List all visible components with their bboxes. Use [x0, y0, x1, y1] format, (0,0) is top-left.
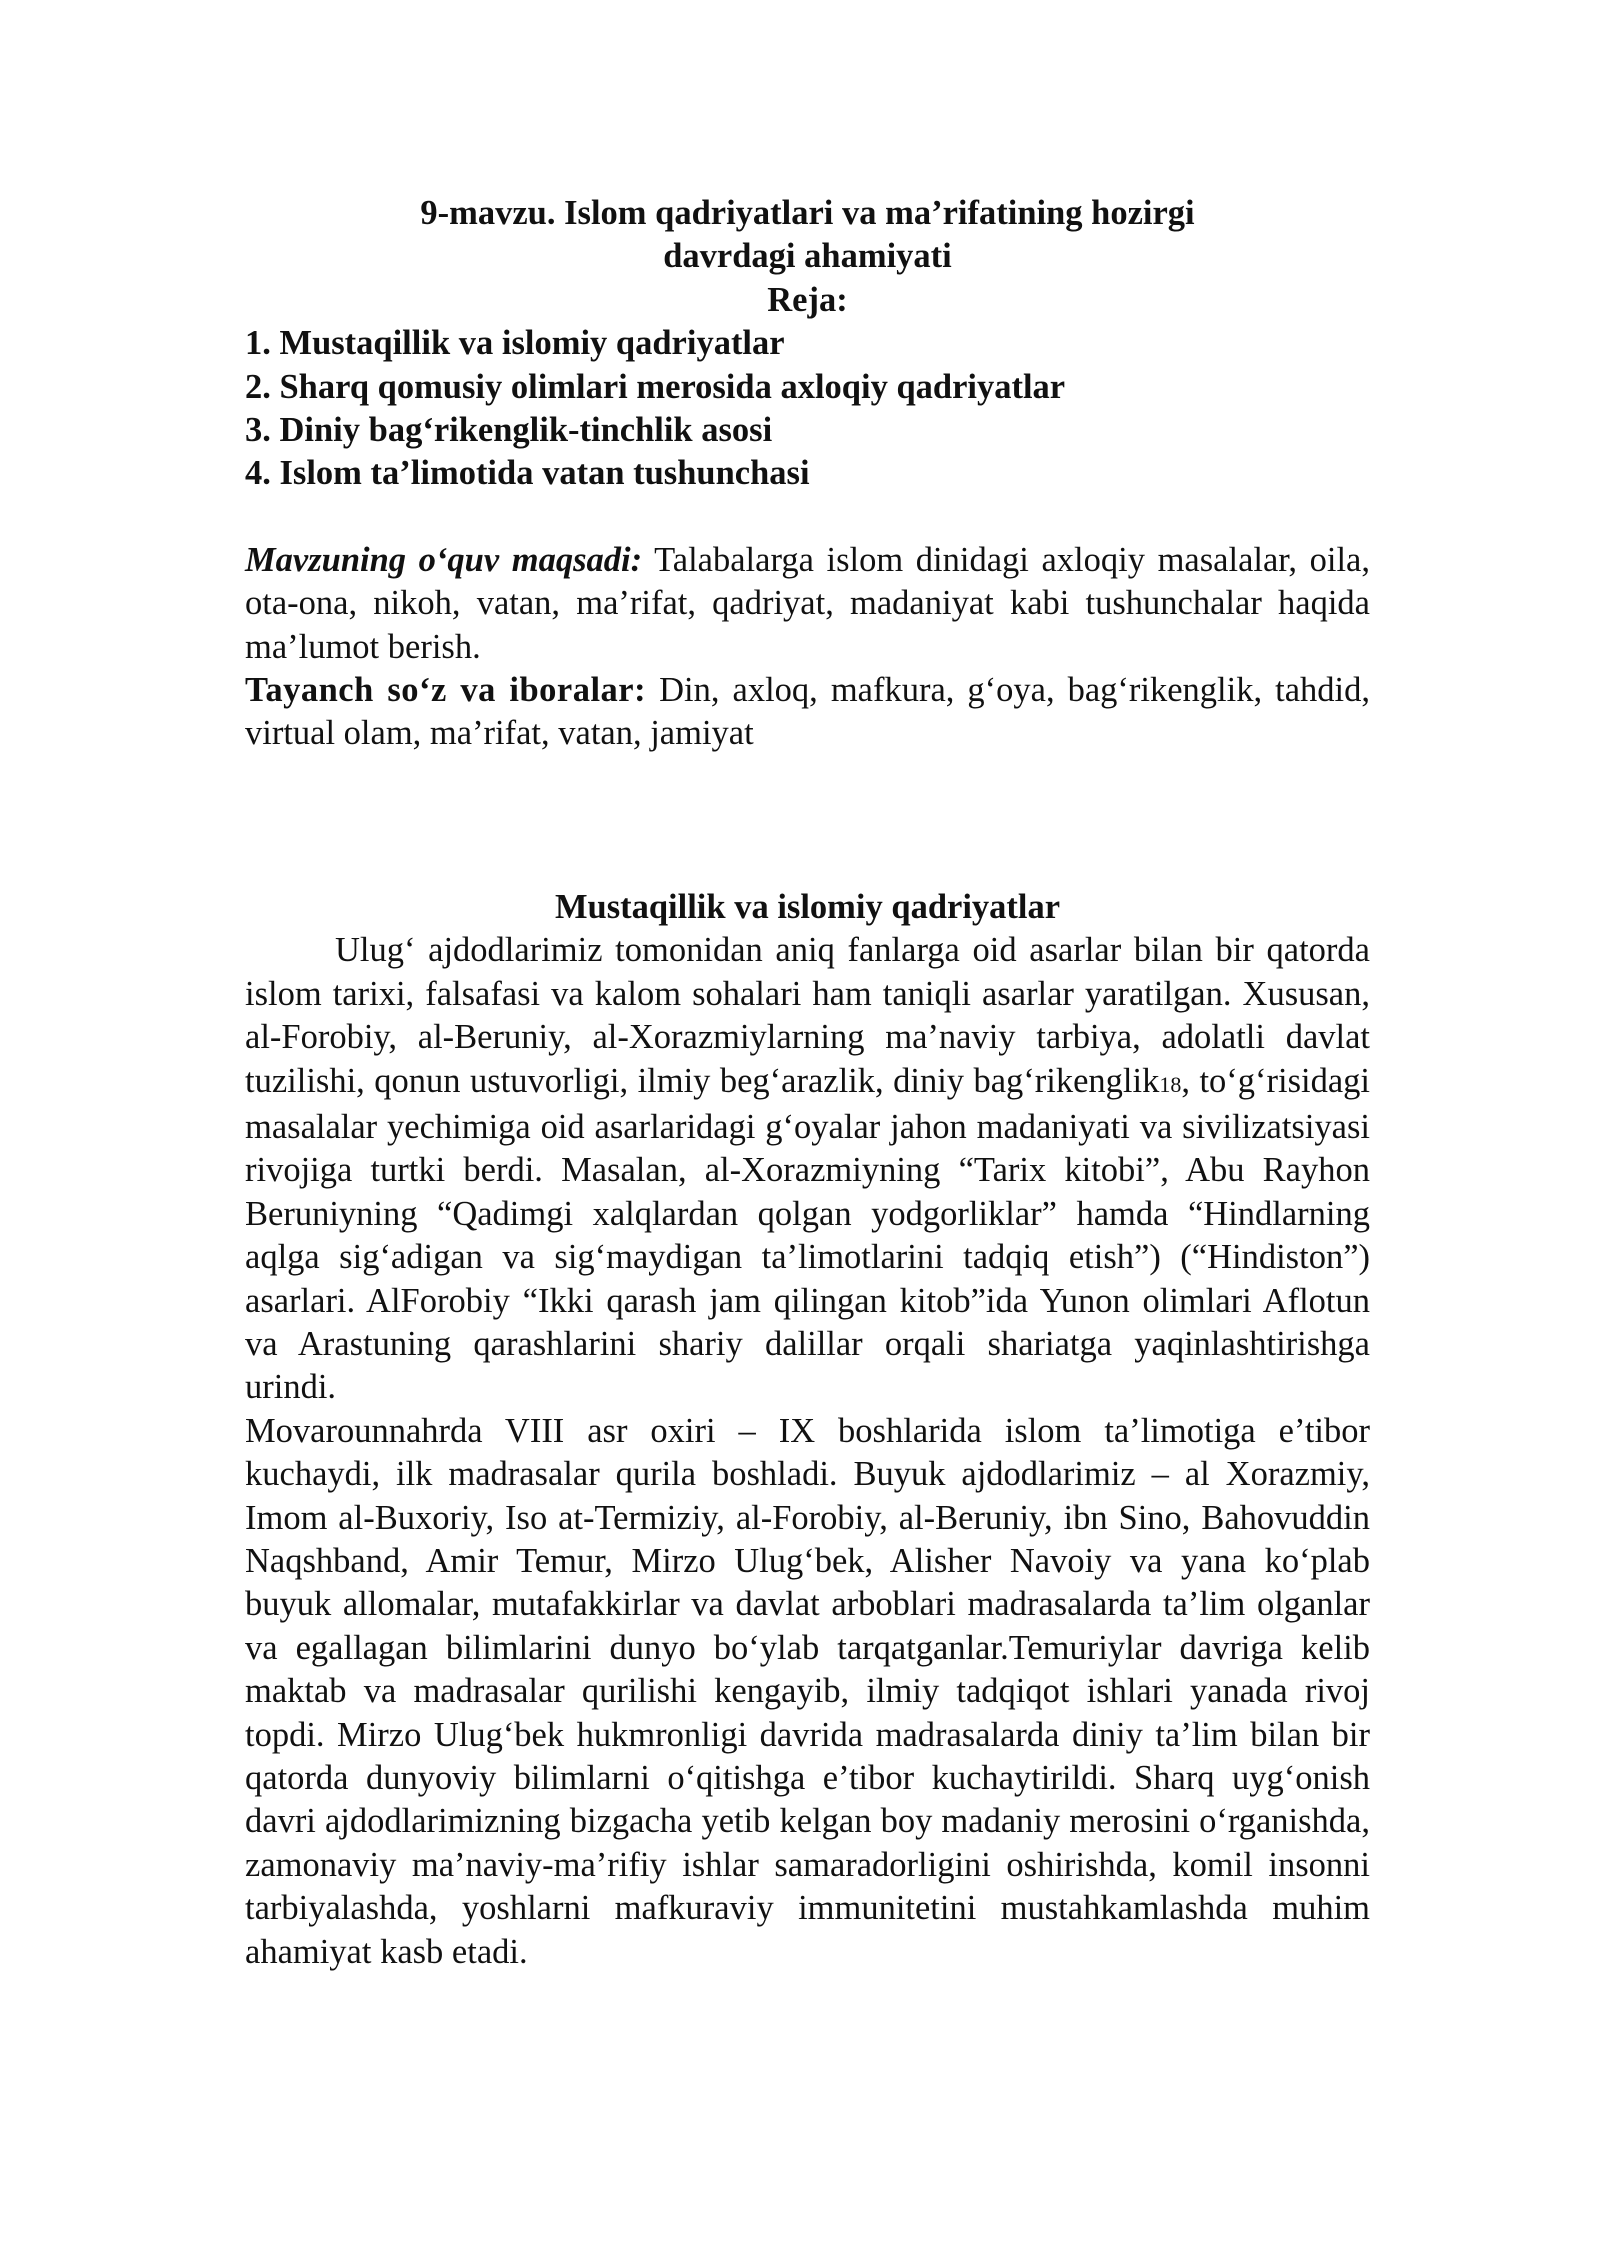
body-paragraph-2: Movarounnahrda VIII asr oxiri – IX boshlarida islom ta’limotiga e’tibor kuchaydi, ilk madrasalar qurila boshladi. Buyuk ajdodlarimiz – al Xorazmiy, Imom al-Buxoriy, Iso at-Termiziy, al-Forobiy, al-Beruniy, ibn Sino, Bahovuddin Naqshband, Amir Temur, Mirzo Ulug‘bek, Alisher Navoiy va yana ko‘plab buyuk allomalar, mutafakkirlar va davlat arboblari madrasalarda ta’lim olganlar va egallagan bilimlarini dunyo bo‘ylab tarqatganlar.Temuriylar davriga kelib maktab va madrasalar qurilishi kengayib, ilmiy tadqiqot ishlari yanada rivoj topdi. Mirzo Ulug‘bek hukmronligi davrida madrasalarda diniy ta’lim bilan bir qatorda dunyoviy bilimlarni o‘qitishga e’tibor kuchaytirildi. Sharq uyg‘onish davri ajdodlarimizning bizgacha yetib kelgan boy madaniy merosini o‘rganishda, zamonaviy ma’naviy-ma’rifiy ishlar samaradorligini oshirishda, komil insonni tarbiyalashda, yoshlarni mafkuraviy immunitetini mustahkamlashda muhim ahamiyat kasb etadi. — [245, 1411, 1370, 1971]
learning-goal-label: Mavzuning o‘quv maqsadi: — [245, 540, 643, 579]
keywords-label: Tayanch so‘z va iboralar: — [245, 671, 647, 710]
footnote-reference[interactable]: 18 — [1159, 1071, 1182, 1097]
learning-goal-paragraph — [245, 539, 1370, 669]
topic-title-line-2: davrdagi ahamiyati — [663, 237, 952, 276]
plan-item: 2. Sharq qomusiy olimlari merosida axloqiy qadriyatlar — [245, 367, 1066, 406]
keywords-text: Din, axloq, mafkura, g‘oya, bag‘rikenglik, tahdid, virtual olam, ma’rifat, vatan, jamiyat — [245, 671, 1370, 753]
topic-title-line-1: 9-mavzu. Islom qadriyatlari va ma’rifatining hozirgi — [420, 194, 1195, 232]
topic-title — [245, 192, 1370, 322]
learning-goal-text: Talabalarga islom dinidagi axloqiy masalalar, oila, ota-ona, nikoh, vatan, ma’rifat, qadriyat, madaniyat kabi tushunchalar haqida ma’lumot berish. — [245, 540, 1370, 666]
page-content — [245, 192, 1370, 1974]
keywords-paragraph — [245, 669, 1370, 756]
plan-item: 3. Diniy bag‘rikenglik-tinchlik asosi — [245, 411, 773, 450]
body-paragraph-1-text-b: , to‘g‘risidagi masalalar yechimiga oid asarlaridagi g‘oyalar jahon madaniyati va sivilizatsiyasi rivojiga turtki berdi. Masalan, al-Xorazmiyning “Tarix kitobi”, Abu Rayhon Beruniyning “Qadimgi xalqlardan qolgan yodgorliklar” hamda “Hindlarning aqlga sig‘adigan va sig‘maydigan ta’limotlarini tadqiq etish”) (“Hindiston”) asarlari. AlForobiy “Ikki qarash jam qilingan kitob”ida Yunon olimlari Aflotun va Arastuning qarashlarini shariy dalillar orqali shariatga yaqinlashtirishga urindi. — [245, 1061, 1370, 1407]
body-paragraph-1 — [245, 929, 1370, 1409]
section-title: Mustaqillik va islomiy qadriyatlar — [554, 887, 1061, 926]
plan-list — [245, 322, 1370, 496]
plan-heading: Reja: — [767, 280, 848, 319]
body-paragraph-1-text-a: Ulug‘ ajdodlarimiz tomonidan aniq fanlarga oid asarlar bilan bir qatorda islom tarixi, falsafasi va kalom sohalari ham taniqli asarlar yaratilgan. Xususan, al-Forobiy, al-Beruniy, al-Xorazmiylarning ma’naviy tarbiya, adolatli davlat tuzilishi, qonun ustuvorligi, ilmiy beg‘arazlik, diniy bag‘rikenglik — [245, 931, 1370, 1100]
plan-item: 4. Islom ta’limotida vatan tushunchasi — [245, 454, 810, 493]
plan-item: 1. Mustaqillik va islomiy qadriyatlar — [245, 324, 785, 363]
